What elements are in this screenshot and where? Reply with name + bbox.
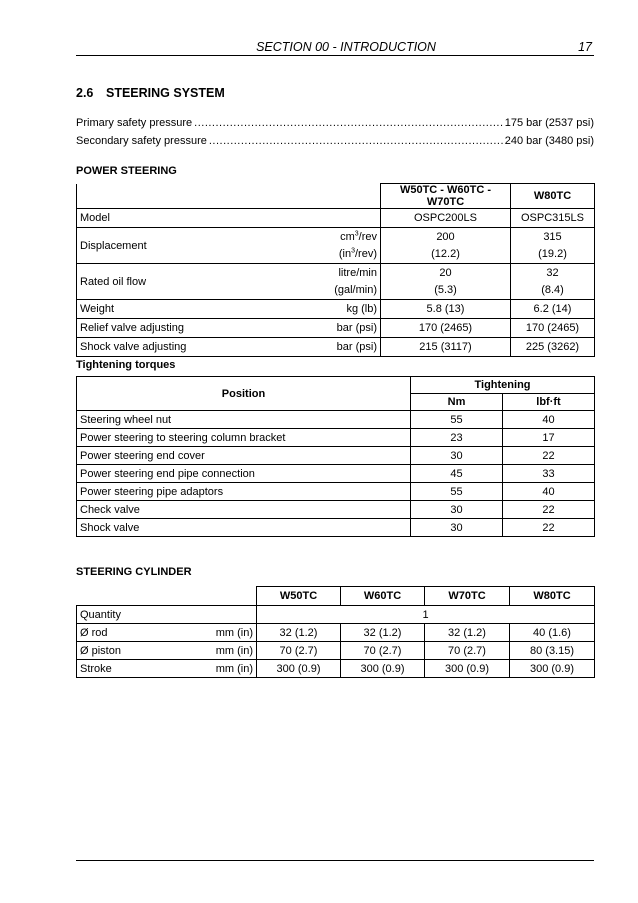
empty-cell	[77, 587, 257, 606]
spec-value: 240 bar (3480 psi)	[504, 135, 594, 147]
chapter-number: 2.6	[76, 86, 94, 100]
nm-cell: 23	[411, 429, 503, 447]
nm-cell: 55	[411, 483, 503, 501]
spec-label: Secondary safety pressure	[76, 135, 207, 147]
secondary-pressure-line	[76, 135, 594, 149]
nm-cell: 30	[411, 447, 503, 465]
nm-cell: 30	[411, 519, 503, 537]
cell-value: OSPC200LS	[381, 209, 511, 228]
lbf-cell: 17	[503, 429, 595, 447]
table-header-row	[77, 184, 595, 209]
table-row	[77, 429, 595, 447]
cell-value: 32 (8.4)	[511, 264, 595, 300]
table-row	[77, 519, 595, 537]
table-row	[77, 411, 595, 429]
tightening-header: Tightening	[411, 377, 595, 394]
lbf-cell: 33	[503, 465, 595, 483]
nm-header: Nm	[411, 394, 503, 411]
row-unit: litre/min (gal/min)	[303, 264, 381, 300]
position-cell: Steering wheel nut	[77, 411, 411, 429]
row-label: Relief valve adjusting	[77, 319, 303, 338]
page-number: 17	[578, 40, 592, 54]
position-cell: Power steering to steering column bracket	[77, 429, 411, 447]
position-cell: Power steering end cover	[77, 447, 411, 465]
row-unit: bar (psi)	[303, 338, 381, 357]
row-unit	[303, 209, 381, 228]
page-header	[76, 40, 594, 56]
table-row	[77, 624, 595, 642]
cylinder-table	[76, 586, 595, 678]
power-steering-table	[76, 183, 595, 357]
row-label: Stroke	[77, 660, 201, 678]
model-header: W60TC	[341, 587, 425, 606]
nm-cell: 30	[411, 501, 503, 519]
cell-value: 300 (0.9)	[510, 660, 595, 678]
table-row	[77, 228, 595, 264]
lbf-cell: 22	[503, 501, 595, 519]
table-row	[77, 300, 595, 319]
row-label: Model	[77, 209, 303, 228]
table-row	[77, 447, 595, 465]
nm-cell: 45	[411, 465, 503, 483]
row-unit: mm (in)	[201, 660, 257, 678]
row-unit: bar (psi)	[303, 319, 381, 338]
cell-value: 170 (2465)	[511, 319, 595, 338]
row-unit: $cm^3$/rev $(in^3/rev)$	[303, 228, 381, 264]
table-row	[77, 606, 595, 624]
lbf-header: lbf·ft	[503, 394, 595, 411]
cell-value: 70 (2.7)	[257, 642, 341, 660]
position-cell: Check valve	[77, 501, 411, 519]
row-label: Ø rod	[77, 624, 201, 642]
leader-dots	[209, 135, 503, 149]
cell-value: 300 (0.9)	[257, 660, 341, 678]
position-cell: Power steering pipe adaptors	[77, 483, 411, 501]
cell-value: 5.8 (13)	[381, 300, 511, 319]
column-header: W50TC - W60TC - W70TC	[381, 184, 511, 209]
cell-value: 32 (1.2)	[341, 624, 425, 642]
table-row	[77, 319, 595, 338]
cell-value: 32 (1.2)	[257, 624, 341, 642]
position-cell: Shock valve	[77, 519, 411, 537]
row-label: Displacement	[77, 228, 303, 264]
table-row	[77, 483, 595, 501]
row-label: Quantity	[77, 606, 201, 624]
spec-label: Primary safety pressure	[76, 117, 193, 129]
torques-table	[76, 376, 595, 537]
row-label: Rated oil flow	[77, 264, 303, 300]
row-label: Shock valve adjusting	[77, 338, 303, 357]
lbf-cell: 40	[503, 411, 595, 429]
table-row	[77, 264, 595, 300]
table-header-row	[77, 377, 595, 394]
cylinder-title: STEERING CYLINDER	[76, 566, 192, 578]
cell-value: 70 (2.7)	[425, 642, 510, 660]
footer-rule	[76, 860, 594, 861]
model-header: W70TC	[425, 587, 510, 606]
row-unit: mm (in)	[201, 624, 257, 642]
table-header-row	[77, 587, 595, 606]
cell-value: 200 (12.2)	[381, 228, 511, 264]
cell-value: 215 (3117)	[381, 338, 511, 357]
primary-pressure-line	[76, 117, 594, 131]
chapter-heading	[76, 86, 225, 100]
table-row	[77, 642, 595, 660]
table-row	[77, 660, 595, 678]
torques-title: Tightening torques	[76, 359, 176, 371]
leader-dots	[194, 117, 503, 131]
model-header: W80TC	[510, 587, 595, 606]
section-title: SECTION 00 - INTRODUCTION	[256, 40, 436, 54]
cell-value: 6.2 (14)	[511, 300, 595, 319]
empty-cell	[77, 184, 381, 209]
cell-value: 32 (1.2)	[425, 624, 510, 642]
lbf-cell: 22	[503, 519, 595, 537]
column-header: W80TC	[511, 184, 595, 209]
nm-cell: 55	[411, 411, 503, 429]
row-unit: mm (in)	[201, 642, 257, 660]
cell-value: 20 (5.3)	[381, 264, 511, 300]
quantity-cell: 1	[257, 606, 595, 624]
cell-value: 80 (3.15)	[510, 642, 595, 660]
cell-value: 40 (1.6)	[510, 624, 595, 642]
row-label: Ø piston	[77, 642, 201, 660]
table-row	[77, 501, 595, 519]
position-cell: Power steering end pipe connection	[77, 465, 411, 483]
row-unit: kg (lb)	[303, 300, 381, 319]
cell-value: 170 (2465)	[381, 319, 511, 338]
lbf-cell: 40	[503, 483, 595, 501]
cell-value: 70 (2.7)	[341, 642, 425, 660]
row-unit	[201, 606, 257, 624]
spec-value: 175 bar (2537 psi)	[504, 117, 594, 129]
chapter-title: STEERING SYSTEM	[106, 86, 225, 100]
power-steering-title: POWER STEERING	[76, 165, 177, 177]
cell-value: 300 (0.9)	[425, 660, 510, 678]
table-row	[77, 338, 595, 357]
cell-value: OSPC315LS	[511, 209, 595, 228]
table-row	[77, 209, 595, 228]
position-header: Position	[77, 377, 411, 411]
cell-value: 315 (19.2)	[511, 228, 595, 264]
model-header: W50TC	[257, 587, 341, 606]
lbf-cell: 22	[503, 447, 595, 465]
row-label: Weight	[77, 300, 303, 319]
cell-value: 225 (3262)	[511, 338, 595, 357]
cell-value: 300 (0.9)	[341, 660, 425, 678]
table-row	[77, 465, 595, 483]
